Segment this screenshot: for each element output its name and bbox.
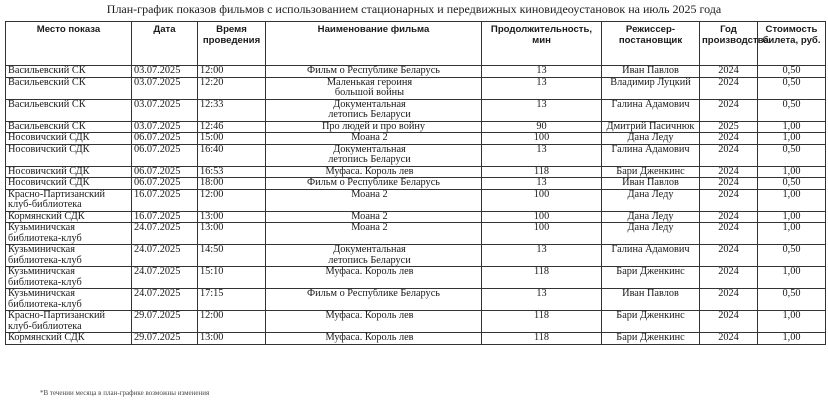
place-cell: Васильевский СК — [6, 77, 132, 99]
date-cell: 03.07.2025 — [132, 77, 198, 99]
table-row — [6, 223, 826, 245]
price-cell: 1,00 — [758, 267, 826, 289]
director-cell: Иван Павлов — [602, 289, 700, 311]
place-cell: Кормянский СДК — [6, 211, 132, 223]
header-duration: Продолжительность, мин — [482, 22, 602, 66]
date-cell: 29.07.2025 — [132, 333, 198, 345]
place-cell: Васильевский СК — [6, 66, 132, 78]
film-cell: Моана 2 — [266, 189, 482, 211]
director-cell: Дмитрий Пасичнюк — [602, 121, 700, 133]
year-cell: 2024 — [700, 333, 758, 345]
duration-cell: 100 — [482, 223, 602, 245]
table-row — [6, 189, 826, 211]
time-cell: 12:33 — [198, 99, 266, 121]
place-cell: Носовичский СДК — [6, 133, 132, 145]
price-cell: 0,50 — [758, 245, 826, 267]
date-cell: 16.07.2025 — [132, 189, 198, 211]
year-cell: 2024 — [700, 77, 758, 99]
table-row — [6, 121, 826, 133]
director-cell: Бари Дженкинс — [602, 333, 700, 345]
date-cell: 24.07.2025 — [132, 223, 198, 245]
price-cell: 0,50 — [758, 66, 826, 78]
place-cell: Кузьминичская библиотека-клуб — [6, 289, 132, 311]
film-cell: Фильм о Республике Беларусь — [266, 66, 482, 78]
table-row — [6, 77, 826, 99]
price-cell: 0,50 — [758, 178, 826, 190]
place-cell: Кормянский СДК — [6, 333, 132, 345]
date-cell: 16.07.2025 — [132, 211, 198, 223]
film-cell: Фильм о Республике Беларусь — [266, 178, 482, 190]
header-year: Год производства — [700, 22, 758, 66]
header-price: Стоимость билета, руб. — [758, 22, 826, 66]
table-row — [6, 267, 826, 289]
table-row — [6, 144, 826, 166]
schedule-table — [5, 21, 826, 345]
table-row — [6, 178, 826, 190]
duration-cell: 100 — [482, 211, 602, 223]
place-cell: Носовичский СДК — [6, 166, 132, 178]
time-cell: 13:00 — [198, 333, 266, 345]
place-cell: Васильевский СК — [6, 121, 132, 133]
year-cell: 2024 — [700, 178, 758, 190]
duration-cell: 13 — [482, 144, 602, 166]
date-cell: 03.07.2025 — [132, 66, 198, 78]
place-cell: Носовичский СДК — [6, 144, 132, 166]
time-cell: 13:00 — [198, 211, 266, 223]
year-cell: 2025 — [700, 121, 758, 133]
footnote: *В течении месяца в план-графике возможны изменения — [40, 389, 210, 397]
date-cell: 24.07.2025 — [132, 289, 198, 311]
price-cell: 0,50 — [758, 99, 826, 121]
year-cell: 2024 — [700, 289, 758, 311]
year-cell: 2024 — [700, 166, 758, 178]
duration-cell: 100 — [482, 189, 602, 211]
year-cell: 2024 — [700, 189, 758, 211]
film-cell: Моана 2 — [266, 211, 482, 223]
price-cell: 1,00 — [758, 133, 826, 145]
duration-cell: 13 — [482, 178, 602, 190]
time-cell: 16:53 — [198, 166, 266, 178]
place-cell: Кузьминичская библиотека-клуб — [6, 223, 132, 245]
date-cell: 03.07.2025 — [132, 99, 198, 121]
table-row — [6, 289, 826, 311]
director-cell: Галина Адамович — [602, 144, 700, 166]
film-cell: Документальная летопись Беларуси — [266, 144, 482, 166]
table-row — [6, 133, 826, 145]
director-cell: Галина Адамович — [602, 99, 700, 121]
price-cell: 1,00 — [758, 311, 826, 333]
year-cell: 2024 — [700, 245, 758, 267]
year-cell: 2024 — [700, 133, 758, 145]
director-cell: Дана Леду — [602, 133, 700, 145]
table-row — [6, 166, 826, 178]
price-cell: 1,00 — [758, 333, 826, 345]
film-cell: Моана 2 — [266, 223, 482, 245]
time-cell: 15:00 — [198, 133, 266, 145]
header-time: Время проведения — [198, 22, 266, 66]
director-cell: Владимир Луцкий — [602, 77, 700, 99]
table-header-row — [6, 22, 826, 66]
table-row — [6, 333, 826, 345]
film-cell: Муфаса. Король лев — [266, 311, 482, 333]
director-cell: Галина Адамович — [602, 245, 700, 267]
date-cell: 24.07.2025 — [132, 245, 198, 267]
date-cell: 06.07.2025 — [132, 166, 198, 178]
director-cell: Бари Дженкинс — [602, 166, 700, 178]
place-cell: Носовичский СДК — [6, 178, 132, 190]
date-cell: 29.07.2025 — [132, 311, 198, 333]
price-cell: 1,00 — [758, 166, 826, 178]
place-cell: Кузьминичская библиотека-клуб — [6, 267, 132, 289]
price-cell: 1,00 — [758, 211, 826, 223]
director-cell: Бари Дженкинс — [602, 267, 700, 289]
table-row — [6, 99, 826, 121]
film-cell: Муфаса. Король лев — [266, 267, 482, 289]
time-cell: 14:50 — [198, 245, 266, 267]
price-cell: 1,00 — [758, 121, 826, 133]
duration-cell: 13 — [482, 99, 602, 121]
duration-cell: 13 — [482, 77, 602, 99]
table-row — [6, 211, 826, 223]
year-cell: 2024 — [700, 144, 758, 166]
time-cell: 12:20 — [198, 77, 266, 99]
time-cell: 12:00 — [198, 66, 266, 78]
director-cell: Дана Леду — [602, 189, 700, 211]
duration-cell: 90 — [482, 121, 602, 133]
time-cell: 12:00 — [198, 311, 266, 333]
time-cell: 15:10 — [198, 267, 266, 289]
year-cell: 2024 — [700, 223, 758, 245]
time-cell: 13:00 — [198, 223, 266, 245]
price-cell: 0,50 — [758, 289, 826, 311]
place-cell: Васильевский СК — [6, 99, 132, 121]
date-cell: 24.07.2025 — [132, 267, 198, 289]
table-row — [6, 311, 826, 333]
schedule-table-body — [6, 66, 826, 345]
year-cell: 2024 — [700, 66, 758, 78]
film-cell: Документальная летопись Беларуси — [266, 99, 482, 121]
duration-cell: 118 — [482, 311, 602, 333]
film-cell: Муфаса. Король лев — [266, 333, 482, 345]
table-row — [6, 245, 826, 267]
page-title: План-график показов фильмов с использованием стационарных и передвижных киновидеоустановок на июль 2025 года — [106, 2, 722, 16]
year-cell: 2024 — [700, 211, 758, 223]
header-date: Дата — [132, 22, 198, 66]
date-cell: 03.07.2025 — [132, 121, 198, 133]
film-cell: Моана 2 — [266, 133, 482, 145]
duration-cell: 118 — [482, 166, 602, 178]
year-cell: 2024 — [700, 311, 758, 333]
director-cell: Дана Леду — [602, 223, 700, 245]
time-cell: 18:00 — [198, 178, 266, 190]
film-cell: Маленькая героиня большой войны — [266, 77, 482, 99]
price-cell: 1,00 — [758, 189, 826, 211]
price-cell: 0,50 — [758, 144, 826, 166]
film-cell: Про людей и про войну — [266, 121, 482, 133]
date-cell: 06.07.2025 — [132, 133, 198, 145]
time-cell: 12:00 — [198, 189, 266, 211]
price-cell: 1,00 — [758, 223, 826, 245]
director-cell: Дана Леду — [602, 211, 700, 223]
header-place: Место показа — [6, 22, 132, 66]
table-row — [6, 66, 826, 78]
price-cell: 0,50 — [758, 77, 826, 99]
director-cell: Иван Павлов — [602, 66, 700, 78]
duration-cell: 13 — [482, 245, 602, 267]
duration-cell: 100 — [482, 133, 602, 145]
place-cell: Красно-Партизанский клуб-библиотека — [6, 311, 132, 333]
year-cell: 2024 — [700, 99, 758, 121]
time-cell: 12:46 — [198, 121, 266, 133]
film-cell: Документальная летопись Беларуси — [266, 245, 482, 267]
duration-cell: 118 — [482, 333, 602, 345]
year-cell: 2024 — [700, 267, 758, 289]
duration-cell: 118 — [482, 267, 602, 289]
director-cell: Иван Павлов — [602, 178, 700, 190]
time-cell: 17:15 — [198, 289, 266, 311]
header-director: Режиссер-постановщик — [602, 22, 700, 66]
duration-cell: 13 — [482, 289, 602, 311]
date-cell: 06.07.2025 — [132, 144, 198, 166]
duration-cell: 13 — [482, 66, 602, 78]
film-cell: Фильм о Республике Беларусь — [266, 289, 482, 311]
date-cell: 06.07.2025 — [132, 178, 198, 190]
place-cell: Кузьминичская библиотека-клуб — [6, 245, 132, 267]
film-cell: Муфаса. Король лев — [266, 166, 482, 178]
director-cell: Бари Дженкинс — [602, 311, 700, 333]
header-film: Наименование фильма — [266, 22, 482, 66]
time-cell: 16:40 — [198, 144, 266, 166]
place-cell: Красно-Партизанский клуб-библиотека — [6, 189, 132, 211]
